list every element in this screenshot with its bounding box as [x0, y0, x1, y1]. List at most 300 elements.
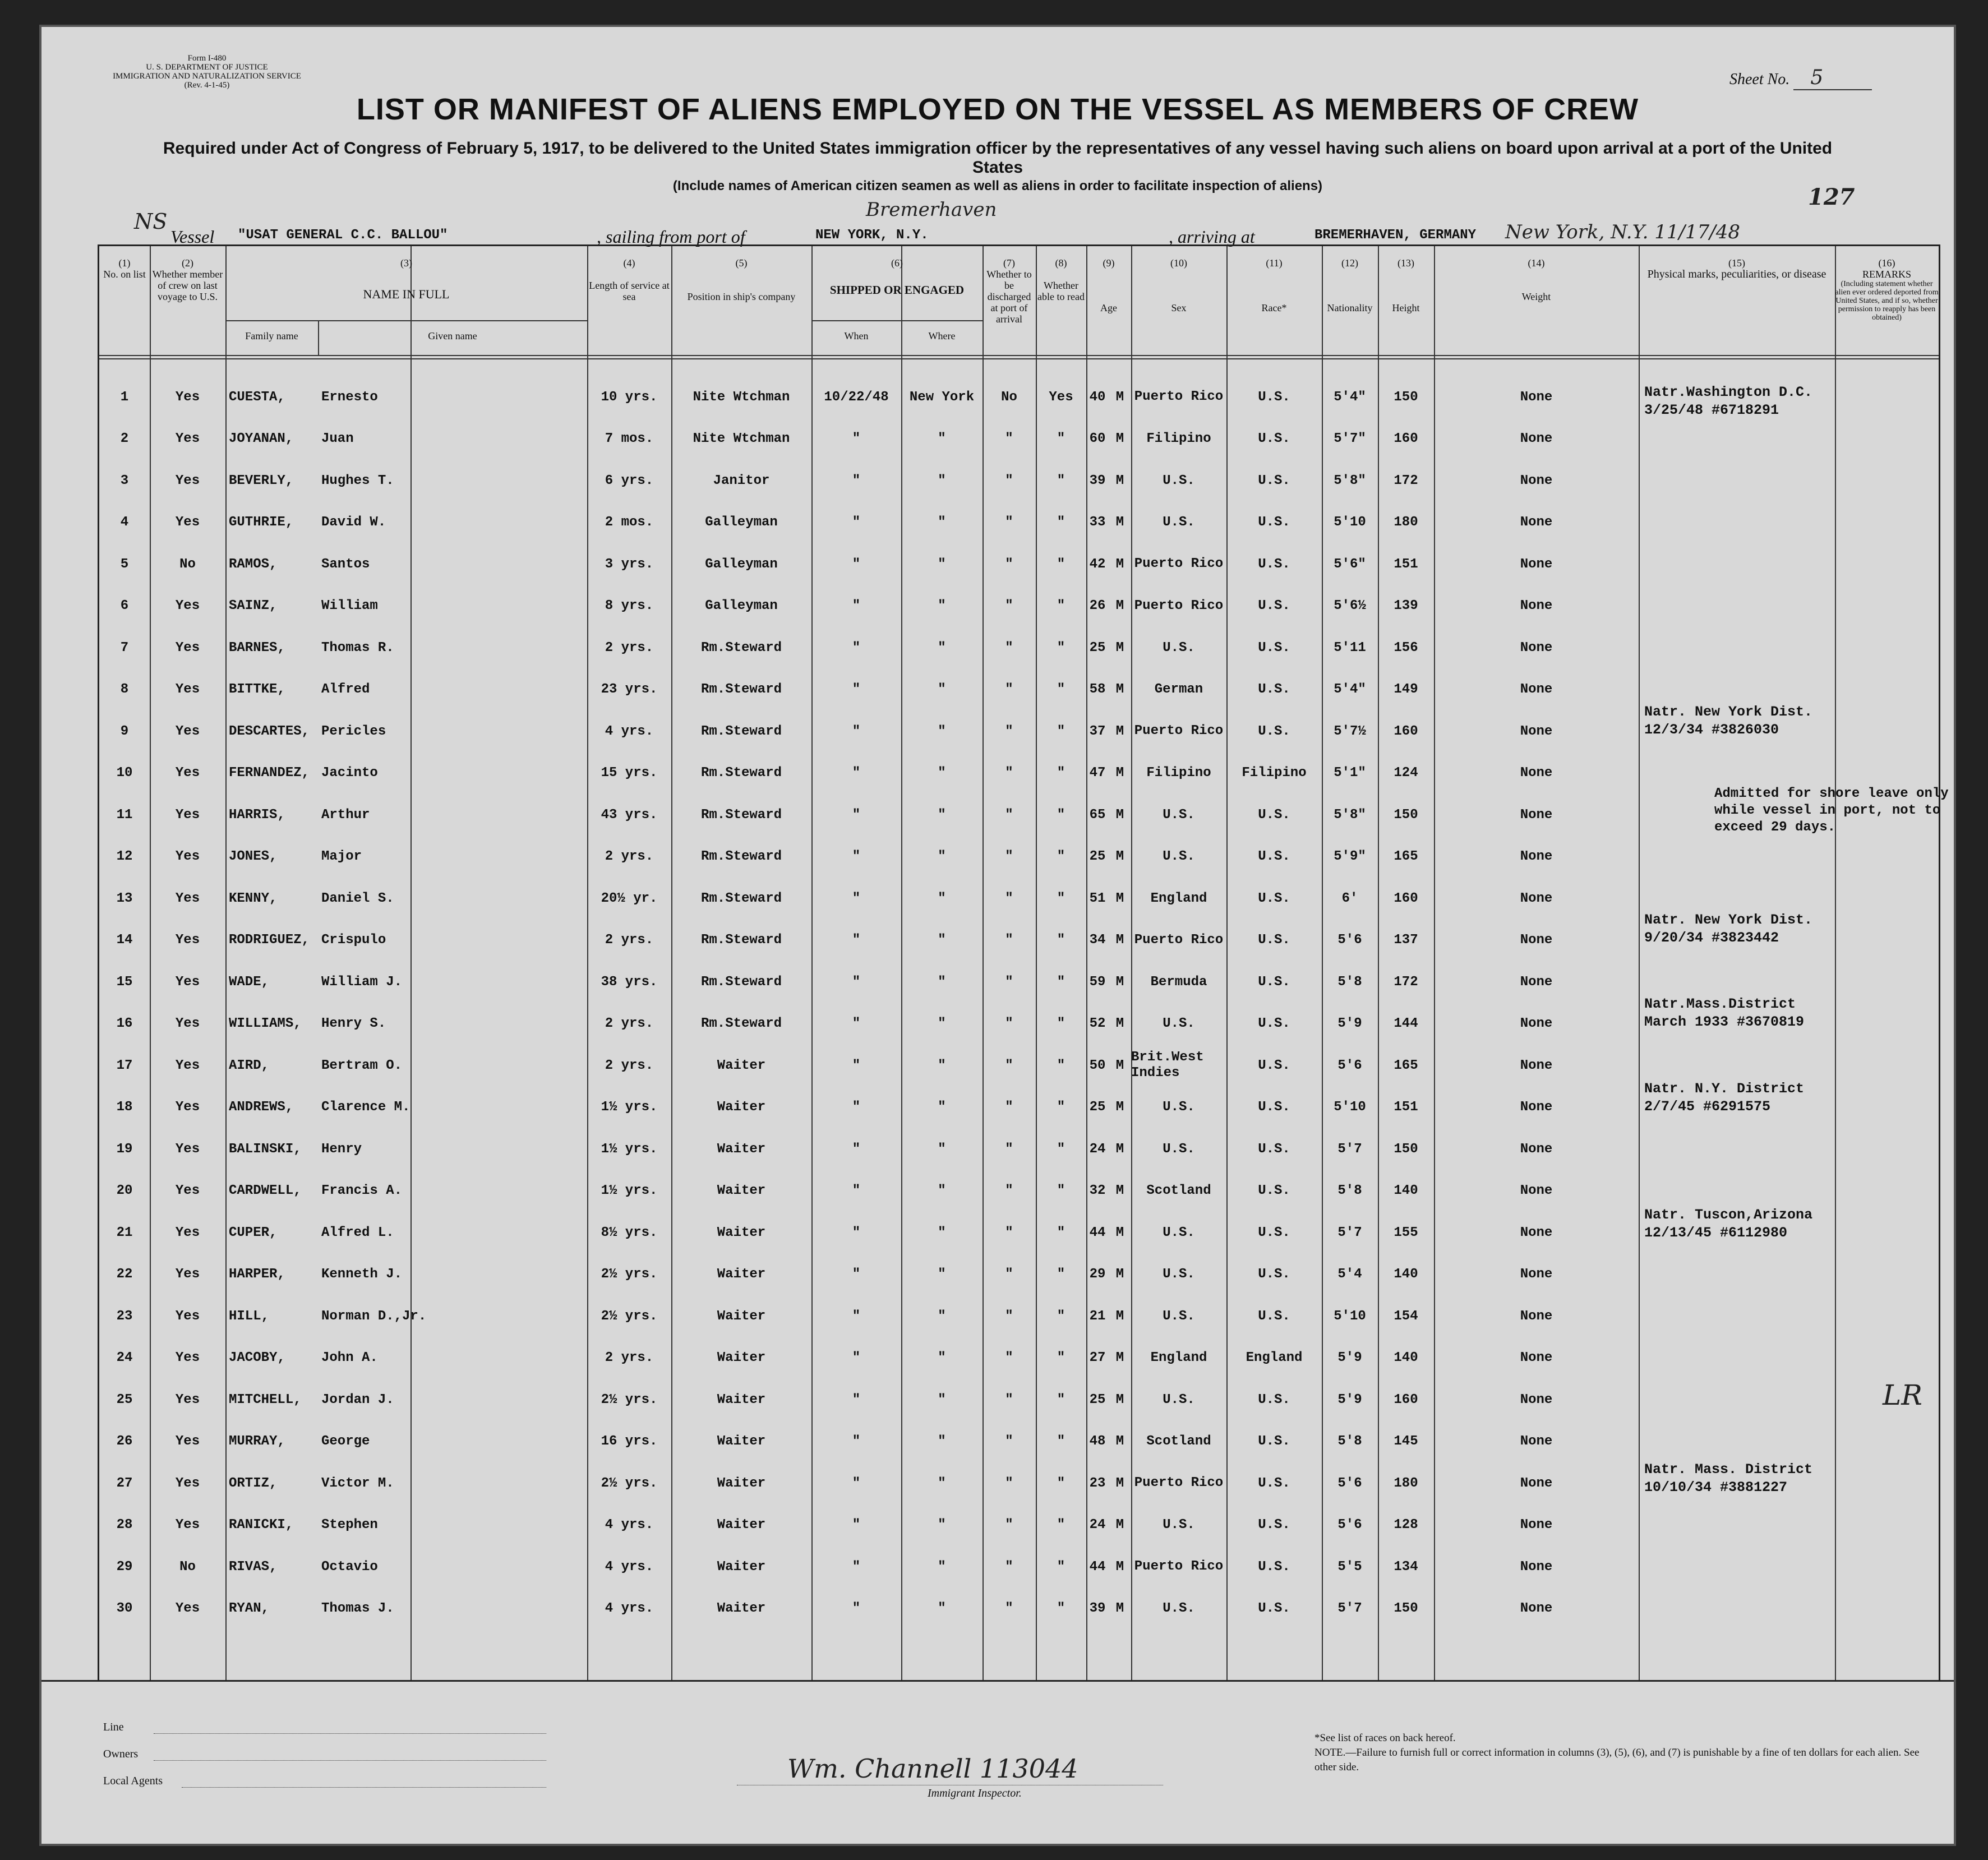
cell-race: U.S.: [1163, 1100, 1195, 1115]
cell-nat: U.S.: [1258, 1475, 1290, 1491]
header-col-8: (8) Whether able to read: [1037, 257, 1085, 302]
cell-disch: ": [1005, 1016, 1013, 1031]
remark-row-8: Natr. New York Dist. 12/3/34 #3826030: [1644, 704, 1813, 738]
cell-race: England: [1150, 1350, 1207, 1365]
table-row: [99, 1170, 1939, 1212]
remark-row-15: Natr.Mass.District March 1933 #3670819: [1644, 996, 1805, 1030]
cell-age: 25: [1089, 1392, 1106, 1407]
cell-weight: 137: [1394, 933, 1418, 948]
header-col-14: (14) Weight: [1521, 257, 1551, 302]
cell-nat: U.S.: [1258, 1517, 1290, 1533]
cell-height: 5'4": [1334, 389, 1366, 405]
cell-race: Puerto Rico: [1134, 932, 1224, 948]
cell-where: ": [938, 431, 946, 446]
cell-position: Waiter: [717, 1601, 766, 1616]
cell-position: Waiter: [717, 1308, 766, 1324]
cell-when: ": [852, 890, 861, 906]
cell-marks: None: [1520, 682, 1553, 697]
cell-disch: ": [1005, 1308, 1013, 1324]
cell-given: Bertram O.: [321, 1058, 403, 1073]
cell-family: MURRAY,: [229, 1434, 285, 1449]
cell-height: 5'10: [1334, 1308, 1366, 1324]
cell-given: Ernesto: [321, 389, 378, 405]
cell-sex: M: [1115, 1559, 1124, 1575]
table-row: [99, 460, 1939, 501]
cell-sex: M: [1115, 515, 1124, 530]
cell-height: 5'8": [1334, 807, 1366, 823]
cell-disch: ": [1005, 849, 1013, 864]
cell-position: Rm.Steward: [700, 933, 782, 948]
cell-prev: Yes: [175, 515, 200, 530]
cell-sex: M: [1115, 765, 1124, 781]
cell-weight: 165: [1394, 1058, 1418, 1073]
table-row: [99, 502, 1939, 543]
cell-position: Nite Wtchman: [693, 389, 790, 405]
cell-family: HILL,: [229, 1308, 270, 1324]
header-col-3: (3) NAME IN FULL: [363, 257, 450, 301]
cell-age: 25: [1089, 640, 1106, 656]
cell-family: FERNANDEZ,: [229, 765, 310, 781]
cell-no: 28: [116, 1517, 133, 1533]
cell-no: 25: [116, 1392, 133, 1407]
cell-position: Rm.Steward: [700, 849, 782, 864]
cell-when: ": [852, 598, 861, 613]
cell-prev: Yes: [175, 807, 200, 823]
cell-no: 17: [116, 1058, 133, 1073]
cell-no: 13: [116, 890, 133, 906]
cell-service: 1½ yrs.: [601, 1100, 658, 1115]
cell-when: ": [852, 682, 861, 697]
cell-sex: M: [1115, 682, 1124, 697]
cell-where: ": [938, 1141, 946, 1157]
cell-given: Juan: [321, 431, 354, 446]
cell-weight: 145: [1394, 1434, 1418, 1449]
cell-nat: U.S.: [1258, 640, 1290, 656]
cell-family: RODRIGUEZ,: [229, 933, 310, 948]
cell-position: Waiter: [717, 1058, 766, 1073]
sheet-label: Sheet No.: [1729, 71, 1790, 88]
cell-where: ": [938, 598, 946, 613]
cell-height: 5'8: [1337, 1183, 1362, 1198]
cell-age: 26: [1089, 598, 1106, 613]
cell-nat: U.S.: [1258, 515, 1290, 530]
cell-race: Filipino: [1146, 765, 1211, 781]
cell-age: 44: [1089, 1225, 1106, 1240]
cell-read: ": [1057, 556, 1066, 572]
form-number: Form I-480: [187, 54, 227, 63]
cell-marks: None: [1520, 1183, 1553, 1198]
cell-given: Santos: [321, 556, 370, 572]
cell-race: U.S.: [1163, 1392, 1195, 1407]
header-family-name: Family name: [245, 330, 298, 341]
cell-when: 10/22/48: [824, 389, 889, 405]
cell-read: ": [1057, 1016, 1066, 1031]
cell-nat: U.S.: [1258, 556, 1290, 572]
cell-when: ": [852, 473, 861, 488]
cell-service: 43 yrs.: [601, 807, 658, 823]
cell-prev: Yes: [175, 431, 200, 446]
cell-when: ": [852, 640, 861, 656]
cell-disch: ": [1005, 1434, 1013, 1449]
manifest-sheet: [39, 25, 1956, 1846]
cell-service: 2 yrs.: [605, 933, 654, 948]
race-note: *See list of races on back hereof.: [1314, 1732, 1456, 1744]
cell-position: Waiter: [717, 1100, 766, 1115]
table-row: [99, 1128, 1939, 1170]
cell-age: 51: [1089, 890, 1106, 906]
cell-given: Daniel S.: [321, 890, 394, 906]
cell-weight: 154: [1394, 1308, 1418, 1324]
cell-age: 21: [1089, 1308, 1106, 1324]
cell-sex: M: [1115, 1601, 1124, 1616]
cell-when: ": [852, 1183, 861, 1198]
cell-service: 20½ yr.: [601, 890, 658, 906]
cell-nat: U.S.: [1258, 890, 1290, 906]
cell-position: Waiter: [717, 1141, 766, 1157]
cell-marks: None: [1520, 556, 1553, 572]
cell-nat: U.S.: [1258, 974, 1290, 990]
cell-height: 5'6½: [1334, 598, 1366, 613]
cell-no: 2: [120, 431, 129, 446]
cell-race: U.S.: [1163, 1517, 1195, 1533]
cell-height: 6': [1341, 890, 1358, 906]
cell-nat: U.S.: [1258, 1225, 1290, 1240]
cell-no: 26: [116, 1434, 133, 1449]
cell-read: ": [1057, 431, 1066, 446]
cell-read: Yes: [1049, 389, 1073, 405]
remark-row-10: Admitted for shore leave only while vessel in port, not to exceed 29 days.: [1714, 786, 1949, 835]
cell-given: David W.: [321, 515, 386, 530]
cell-height: 5'7: [1337, 1225, 1362, 1240]
cell-family: CARDWELL,: [229, 1183, 302, 1198]
cell-position: Waiter: [717, 1559, 766, 1575]
cell-family: CUPER,: [229, 1225, 278, 1240]
cell-no: 29: [116, 1559, 133, 1575]
cell-service: 1½ yrs.: [601, 1141, 658, 1157]
cell-race: Puerto Rico: [1134, 556, 1224, 571]
cell-nat: England: [1246, 1350, 1303, 1365]
cell-sex: M: [1115, 1267, 1124, 1282]
cell-sex: M: [1115, 1183, 1124, 1198]
cell-marks: None: [1520, 890, 1553, 906]
cell-age: 29: [1089, 1267, 1106, 1282]
cell-no: 6: [120, 598, 129, 613]
cell-weight: 150: [1394, 807, 1418, 823]
cell-when: ": [852, 1100, 861, 1115]
cell-weight: 124: [1394, 765, 1418, 781]
cell-family: WADE,: [229, 974, 270, 990]
service: IMMIGRATION AND NATURALIZATION SERVICE: [113, 72, 301, 81]
cell-disch: ": [1005, 1350, 1013, 1365]
cell-nat: U.S.: [1258, 1016, 1290, 1031]
cell-height: 5'4: [1337, 1267, 1362, 1282]
cell-no: 9: [120, 723, 129, 739]
form-revision: (Rev. 4-1-45): [184, 81, 230, 90]
cell-when: ": [852, 1350, 861, 1365]
cell-weight: 165: [1394, 849, 1418, 864]
cell-age: 24: [1089, 1517, 1106, 1533]
arriving-handwritten: New York, N.Y. 11/17/48: [1505, 221, 1740, 243]
cell-height: 5'9: [1337, 1392, 1362, 1407]
cell-height: 5'8: [1337, 974, 1362, 990]
cell-read: ": [1057, 933, 1066, 948]
cell-nat: U.S.: [1258, 1183, 1290, 1198]
cell-marks: None: [1520, 1100, 1553, 1115]
cell-sex: M: [1115, 1308, 1124, 1324]
header-col-6: (6) SHIPPED OR ENGAGED: [829, 257, 965, 297]
footer-note: [1314, 1731, 1931, 1775]
cell-service: 2 yrs.: [605, 1016, 654, 1031]
cell-service: 4 yrs.: [605, 1601, 654, 1616]
cell-when: ": [852, 974, 861, 990]
cell-race: U.S.: [1163, 473, 1195, 488]
table-row: [99, 1379, 1939, 1420]
cell-position: Waiter: [717, 1225, 766, 1240]
cell-read: ": [1057, 1183, 1066, 1198]
cell-no: 11: [116, 807, 133, 823]
vessel-name: "USAT GENERAL C.C. BALLOU": [238, 228, 585, 246]
cell-prev: Yes: [175, 1141, 200, 1157]
cell-prev: Yes: [175, 640, 200, 656]
cell-no: 30: [116, 1601, 133, 1616]
cell-sex: M: [1115, 933, 1124, 948]
footer: [41, 1680, 1954, 1845]
cell-marks: None: [1520, 640, 1553, 656]
cell-position: Rm.Steward: [700, 1016, 782, 1031]
cell-given: Alfred L.: [321, 1225, 394, 1240]
cell-height: 5'10: [1334, 1100, 1366, 1115]
cell-where: ": [938, 1183, 946, 1198]
header-bottom-line: [99, 358, 1939, 359]
header-col-12: (12) Nationality: [1327, 257, 1373, 313]
cell-sex: M: [1115, 1058, 1124, 1073]
cell-service: 4 yrs.: [605, 1517, 654, 1533]
cell-disch: ": [1005, 598, 1013, 613]
cell-service: 8 yrs.: [605, 598, 654, 613]
vessel-label: Vessel: [170, 227, 215, 247]
cell-weight: 172: [1394, 974, 1418, 990]
cell-nat: U.S.: [1258, 598, 1290, 613]
cell-given: Clarence M.: [321, 1100, 410, 1115]
cell-sex: M: [1115, 1350, 1124, 1365]
cell-no: 1: [120, 389, 129, 405]
cell-when: ": [852, 431, 861, 446]
cell-height: 5'7: [1337, 1141, 1362, 1157]
cell-age: 42: [1089, 556, 1106, 572]
cell-weight: 155: [1394, 1225, 1418, 1240]
cell-sex: M: [1115, 1225, 1124, 1240]
cell-given: George: [321, 1434, 370, 1449]
cell-weight: 150: [1394, 1141, 1418, 1157]
cell-disch: ": [1005, 431, 1013, 446]
cell-age: 60: [1089, 431, 1106, 446]
cell-weight: 156: [1394, 640, 1418, 656]
cell-age: 33: [1089, 515, 1106, 530]
cell-nat: U.S.: [1258, 807, 1290, 823]
cell-position: Rm.Steward: [700, 640, 782, 656]
cell-no: 19: [116, 1141, 133, 1157]
cell-marks: None: [1520, 1559, 1553, 1575]
cell-no: 27: [116, 1475, 133, 1491]
cell-given: Victor M.: [321, 1475, 394, 1491]
cell-weight: 151: [1394, 556, 1418, 572]
cell-family: JOYANAN,: [229, 431, 294, 446]
cell-family: WILLIAMS,: [229, 1016, 302, 1031]
cell-prev: Yes: [175, 1308, 200, 1324]
cell-sex: M: [1115, 1434, 1124, 1449]
cell-position: Waiter: [717, 1350, 766, 1365]
cell-prev: No: [179, 556, 196, 572]
cell-family: MITCHELL,: [229, 1392, 302, 1407]
cell-service: 2 yrs.: [605, 849, 654, 864]
cell-service: 15 yrs.: [601, 765, 658, 781]
cell-given: William: [321, 598, 378, 613]
cell-no: 8: [120, 682, 129, 697]
cell-sex: M: [1115, 598, 1124, 613]
cell-height: 5'4": [1334, 682, 1366, 697]
cell-when: ": [852, 1058, 861, 1073]
penalty-note: NOTE.—Failure to furnish full or correct information in columns (3), (5), (6), and (7) is punishable by a fine of ten dollars for each alien. See other side.: [1314, 1747, 1920, 1773]
cell-race: U.S.: [1163, 1016, 1195, 1031]
cell-weight: 150: [1394, 389, 1418, 405]
table-row: [99, 794, 1939, 836]
cell-where: ": [938, 1225, 946, 1240]
subtitle: Required under Act of Congress of February 5, 1917, to be delivered to the United States immigration officer by the representatives of any vessel having such aliens on board upon arrival at a port of the United States: [163, 139, 1833, 177]
cell-read: ": [1057, 1434, 1066, 1449]
cell-marks: None: [1520, 849, 1553, 864]
signature-caption: Immigrant Inspector.: [928, 1787, 1022, 1799]
cell-disch: ": [1005, 1100, 1013, 1115]
cell-height: 5'10: [1334, 515, 1366, 530]
cell-disch: ": [1005, 723, 1013, 739]
cell-where: ": [938, 640, 946, 656]
cell-when: ": [852, 765, 861, 781]
remark-row-2: Natr.Washington D.C. 3/25/48 #6718291: [1644, 384, 1813, 418]
cell-disch: ": [1005, 473, 1013, 488]
cell-read: ": [1057, 890, 1066, 906]
cell-where: ": [938, 849, 946, 864]
cell-position: Rm.Steward: [700, 807, 782, 823]
cell-marks: None: [1520, 1475, 1553, 1491]
cell-when: ": [852, 556, 861, 572]
cell-service: 4 yrs.: [605, 723, 654, 739]
cell-given: Alfred: [321, 682, 370, 697]
cell-given: Arthur: [321, 807, 370, 823]
cell-marks: None: [1520, 1308, 1553, 1324]
cell-when: ": [852, 1267, 861, 1282]
cell-family: JONES,: [229, 849, 278, 864]
cell-marks: None: [1520, 1141, 1553, 1157]
header-col-11: (11) Race*: [1261, 257, 1287, 313]
cell-where: ": [938, 933, 946, 948]
cell-sex: M: [1115, 849, 1124, 864]
cell-when: ": [852, 1141, 861, 1157]
cell-weight: 140: [1394, 1350, 1418, 1365]
cell-given: Jacinto: [321, 765, 378, 781]
cell-race: Puerto Rico: [1134, 723, 1224, 739]
cell-position: Waiter: [717, 1475, 766, 1491]
cell-where: ": [938, 515, 946, 530]
header-col-4: (4) Length of service at sea: [589, 257, 670, 302]
cell-no: 7: [120, 640, 129, 656]
header-given-name: Given name: [428, 330, 477, 341]
cell-where: ": [938, 723, 946, 739]
cell-nat: U.S.: [1258, 1100, 1290, 1115]
cell-where: ": [938, 1308, 946, 1324]
cell-prev: Yes: [175, 849, 200, 864]
cell-where: ": [938, 1517, 946, 1533]
remark-row-26: Natr. Mass. District 10/10/34 #3881227: [1644, 1461, 1813, 1496]
cell-prev: Yes: [175, 723, 200, 739]
cell-weight: 180: [1394, 515, 1418, 530]
cell-no: 14: [116, 933, 133, 948]
cell-where: ": [938, 556, 946, 572]
cell-when: ": [852, 1559, 861, 1575]
cell-nat: U.S.: [1258, 1559, 1290, 1575]
header-bottom-line: [99, 355, 1939, 356]
cell-race: England: [1150, 890, 1207, 906]
cell-family: ANDREWS,: [229, 1100, 294, 1115]
cell-prev: Yes: [175, 1100, 200, 1115]
cell-when: ": [852, 1225, 861, 1240]
cell-disch: ": [1005, 1058, 1013, 1073]
cell-given: Crispulo: [321, 933, 386, 948]
cell-prev: Yes: [175, 1475, 200, 1491]
cell-nat: U.S.: [1258, 1434, 1290, 1449]
cell-age: 39: [1089, 1601, 1106, 1616]
cell-where: ": [938, 765, 946, 781]
cell-age: 48: [1089, 1434, 1106, 1449]
cell-family: RYAN,: [229, 1601, 270, 1616]
cell-disch: ": [1005, 1392, 1013, 1407]
page-title: LIST OR MANIFEST OF ALIENS EMPLOYED ON THE VESSEL AS MEMBERS OF CREW: [356, 93, 1639, 126]
cell-family: RIVAS,: [229, 1559, 278, 1575]
cell-prev: Yes: [175, 1601, 200, 1616]
cell-weight: 160: [1394, 890, 1418, 906]
cell-prev: Yes: [175, 974, 200, 990]
cell-read: ": [1057, 723, 1066, 739]
table-row: [99, 543, 1939, 585]
cell-position: Waiter: [717, 1392, 766, 1407]
cell-read: ": [1057, 974, 1066, 990]
cell-prev: Yes: [175, 1517, 200, 1533]
form-identifier: [103, 54, 311, 90]
cell-where: New York: [909, 389, 975, 405]
cell-when: ": [852, 1601, 861, 1616]
cell-when: ": [852, 807, 861, 823]
cell-marks: None: [1520, 1517, 1553, 1533]
cell-no: 4: [120, 515, 129, 530]
cell-weight: 160: [1394, 1392, 1418, 1407]
cell-service: 23 yrs.: [601, 682, 658, 697]
cell-sex: M: [1115, 1392, 1124, 1407]
cell-given: Kenneth J.: [321, 1267, 403, 1282]
cell-position: Galleyman: [705, 556, 778, 572]
cell-prev: Yes: [175, 389, 200, 405]
cell-race: U.S.: [1163, 1225, 1195, 1240]
cell-disch: ": [1005, 1183, 1013, 1198]
cell-when: ": [852, 515, 861, 530]
sailing-port-handwritten: Bremerhaven: [866, 199, 997, 221]
cell-age: 32: [1089, 1183, 1106, 1198]
cell-age: 23: [1089, 1475, 1106, 1491]
cell-given: Major: [321, 849, 362, 864]
cell-age: 52: [1089, 1016, 1106, 1031]
arriving-port: BREMERHAVEN, GERMANY: [1314, 228, 1830, 246]
remark-row-20: Natr. Tuscon,Arizona 12/13/45 #6112980: [1644, 1207, 1813, 1241]
cell-race: Bermuda: [1150, 974, 1207, 990]
cell-prev: Yes: [175, 933, 200, 948]
